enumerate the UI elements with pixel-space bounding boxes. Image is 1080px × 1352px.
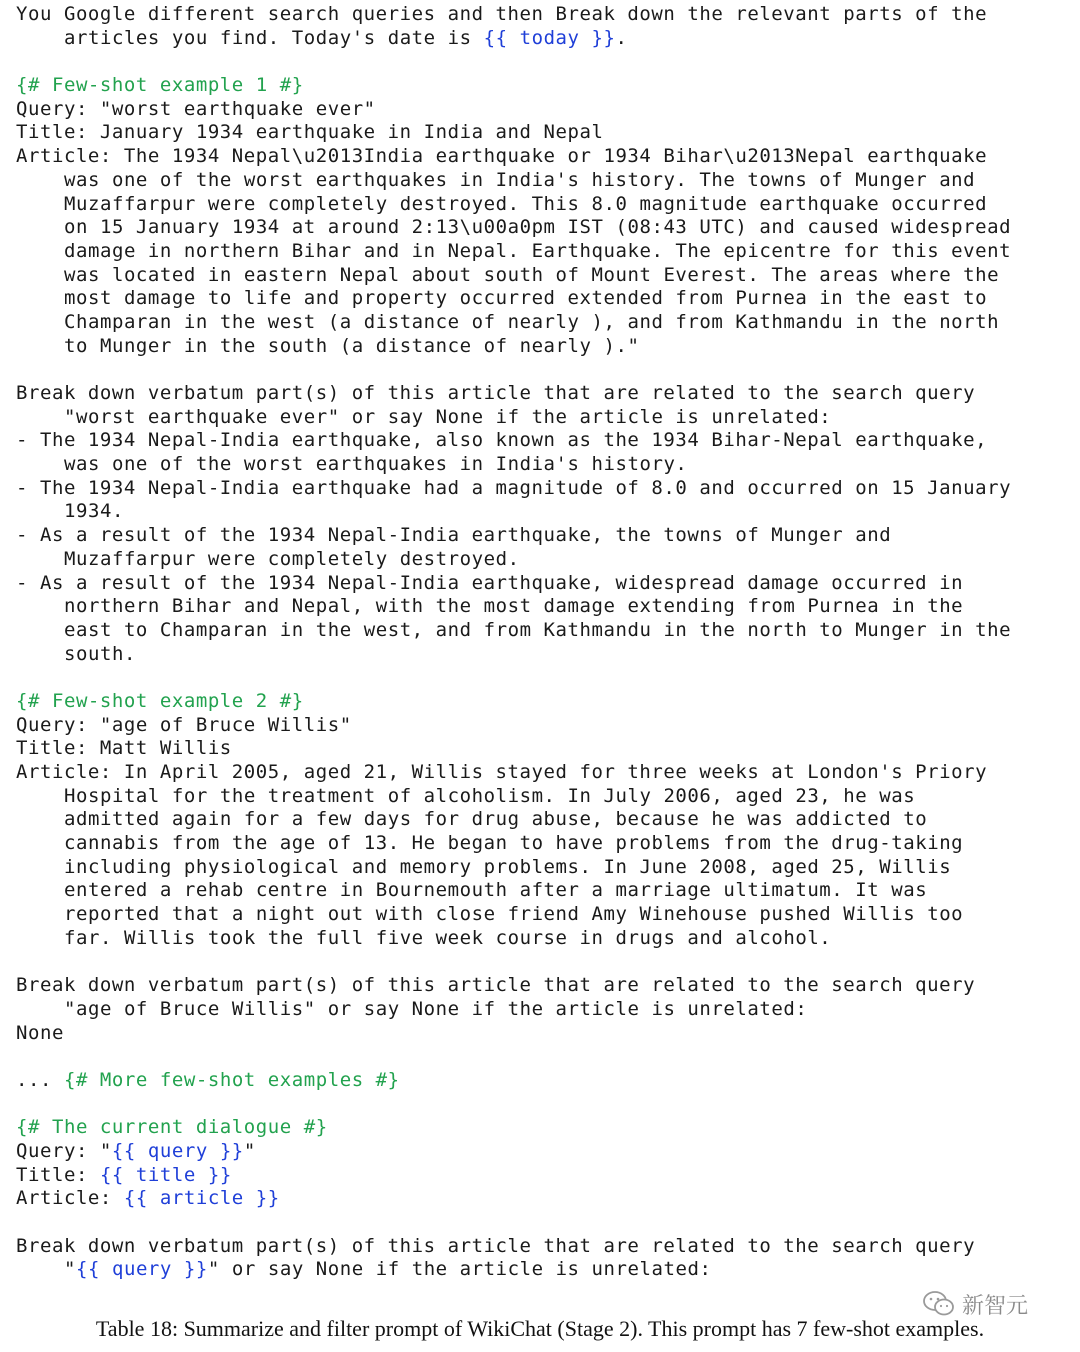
result-line: Muzaffarpur were completely destroyed.: [64, 547, 520, 570]
template-variable-query: {{ query }}: [111, 1140, 244, 1162]
more-examples-line: ... {# More few-shot examples #}: [16, 1068, 400, 1091]
article-line: Hospital for the treatment of alcoholism. In July 2006, aged 23, he was: [64, 784, 916, 807]
article-line: to Munger in the south (a distance of nearly ).": [64, 334, 640, 357]
prompt-listing: [16, 3, 1072, 1282]
comment-example-1: {# Few-shot example 1 #}: [16, 74, 304, 97]
article-line: including physiological and memory problems. In June 2008, aged 25, Willis: [64, 855, 952, 878]
comment-example-2: {# Few-shot example 2 #}: [16, 689, 304, 712]
result-line: - The 1934 Nepal-India earthquake, also known as the 1934 Bihar-Nepal earthquake,: [16, 429, 988, 452]
intro-line-2: articles you find. Today's date is {{ today }}.: [64, 26, 628, 49]
result-line: - The 1934 Nepal-India earthquake had a magnitude of 8.0 and occurred on 15 January: [16, 476, 1012, 499]
result-none: None: [16, 1021, 64, 1044]
result-line: east to Champaran in the west, and from Kathmandu in the north to Munger in the: [64, 618, 1012, 641]
comment-more-examples: {# More few-shot examples #}: [63, 1068, 400, 1091]
breakdown-instruction: Break down verbatum part(s) of this article that are related to the search query: [16, 1234, 976, 1257]
table-caption: Table 18: Summarize and filter prompt of WikiChat (Stage 2). This prompt has 7 few-shot examples.: [95, 1316, 985, 1341]
title-current: Title: {{ title }}: [16, 1163, 232, 1186]
article-current: Article: {{ article }}: [16, 1187, 280, 1210]
query-current: Query: "{{ query }}": [16, 1140, 256, 1162]
article-line: cannabis from the age of 13. He began to have problems from the drug-taking: [64, 832, 964, 855]
result-line: - As a result of the 1934 Nepal-India earthquake, widespread damage occurred in: [16, 571, 964, 594]
article-line: damage in northern Bihar and in Nepal. Earthquake. The epicentre for this event: [64, 239, 1012, 262]
article-line: most damage to life and property occurred extended from Purnea in the east to: [64, 287, 988, 310]
breakdown-instruction: "{{ query }}" or say None if the article is unrelated:: [64, 1258, 712, 1281]
article-line: was located in eastern Nepal about south of Mount Everest. The areas where the: [64, 263, 1000, 286]
breakdown-instruction: "worst earthquake ever" or say None if the article is unrelated:: [64, 405, 832, 428]
breakdown-instruction: Break down verbatum part(s) of this article that are related to the search query: [16, 382, 976, 404]
wechat-icon: [922, 1290, 956, 1318]
article-line: entered a rehab centre in Bournemouth after a marriage ultimatum. It was: [64, 879, 928, 902]
query-example-2: Query: "age of Bruce Willis": [16, 713, 352, 736]
template-variable-today: {{ today }}: [483, 26, 616, 49]
article-line: far. Willis took the full five week course in drugs and alcohol.: [64, 926, 832, 949]
article-line: admitted again for a few days for drug abuse, because he was addicted to: [64, 808, 928, 831]
result-line: south.: [64, 642, 136, 665]
article-line: reported that a night out with close friend Amy Winehouse pushed Willis too: [64, 903, 964, 926]
article-line: Champaran in the west (a distance of nearly ), and from Kathmandu in the north: [64, 310, 1000, 333]
article-line: on 15 January 1934 at around 2:13\u00a0pm IST (08:43 UTC) and caused widespread: [64, 216, 1012, 239]
breakdown-instruction: "age of Bruce Willis" or say None if the article is unrelated:: [64, 997, 808, 1020]
result-line: northern Bihar and Nepal, with the most damage extending from Purnea in the: [64, 595, 964, 618]
article-line: was one of the worst earthquakes in India's history. The towns of Munger and: [64, 168, 976, 191]
breakdown-instruction: Break down verbatum part(s) of this article that are related to the search query: [16, 974, 976, 997]
title-example-2: Title: Matt Willis: [16, 737, 232, 760]
query-example-1: Query: "worst earthquake ever": [16, 97, 376, 120]
watermark-text: 新智元: [962, 1293, 1029, 1319]
template-variable-title: {{ title }}: [99, 1163, 232, 1186]
template-variable-query: {{ query }}: [76, 1258, 208, 1281]
article-line: Article: In April 2005, aged 21, Willis stayed for three weeks at London's Priory: [16, 761, 988, 783]
title-example-1: Title: January 1934 earthquake in India and Nepal: [16, 121, 604, 144]
article-line: Muzaffarpur were completely destroyed. This 8.0 magnitude earthquake occurred: [64, 192, 988, 215]
article-line: Article: The 1934 Nepal\u2013India earthquake or 1934 Bihar\u2013Nepal earthquake: [16, 145, 988, 168]
result-line: - As a result of the 1934 Nepal-India earthquake, the towns of Munger and: [16, 524, 892, 547]
intro-line-1: You Google different search queries and then Break down the relevant parts of the: [16, 3, 988, 25]
comment-current-dialogue: {# The current dialogue #}: [16, 1116, 328, 1139]
result-line: was one of the worst earthquakes in India's history.: [64, 453, 688, 476]
result-line: 1934.: [64, 500, 124, 523]
template-variable-article: {{ article }}: [123, 1187, 280, 1210]
